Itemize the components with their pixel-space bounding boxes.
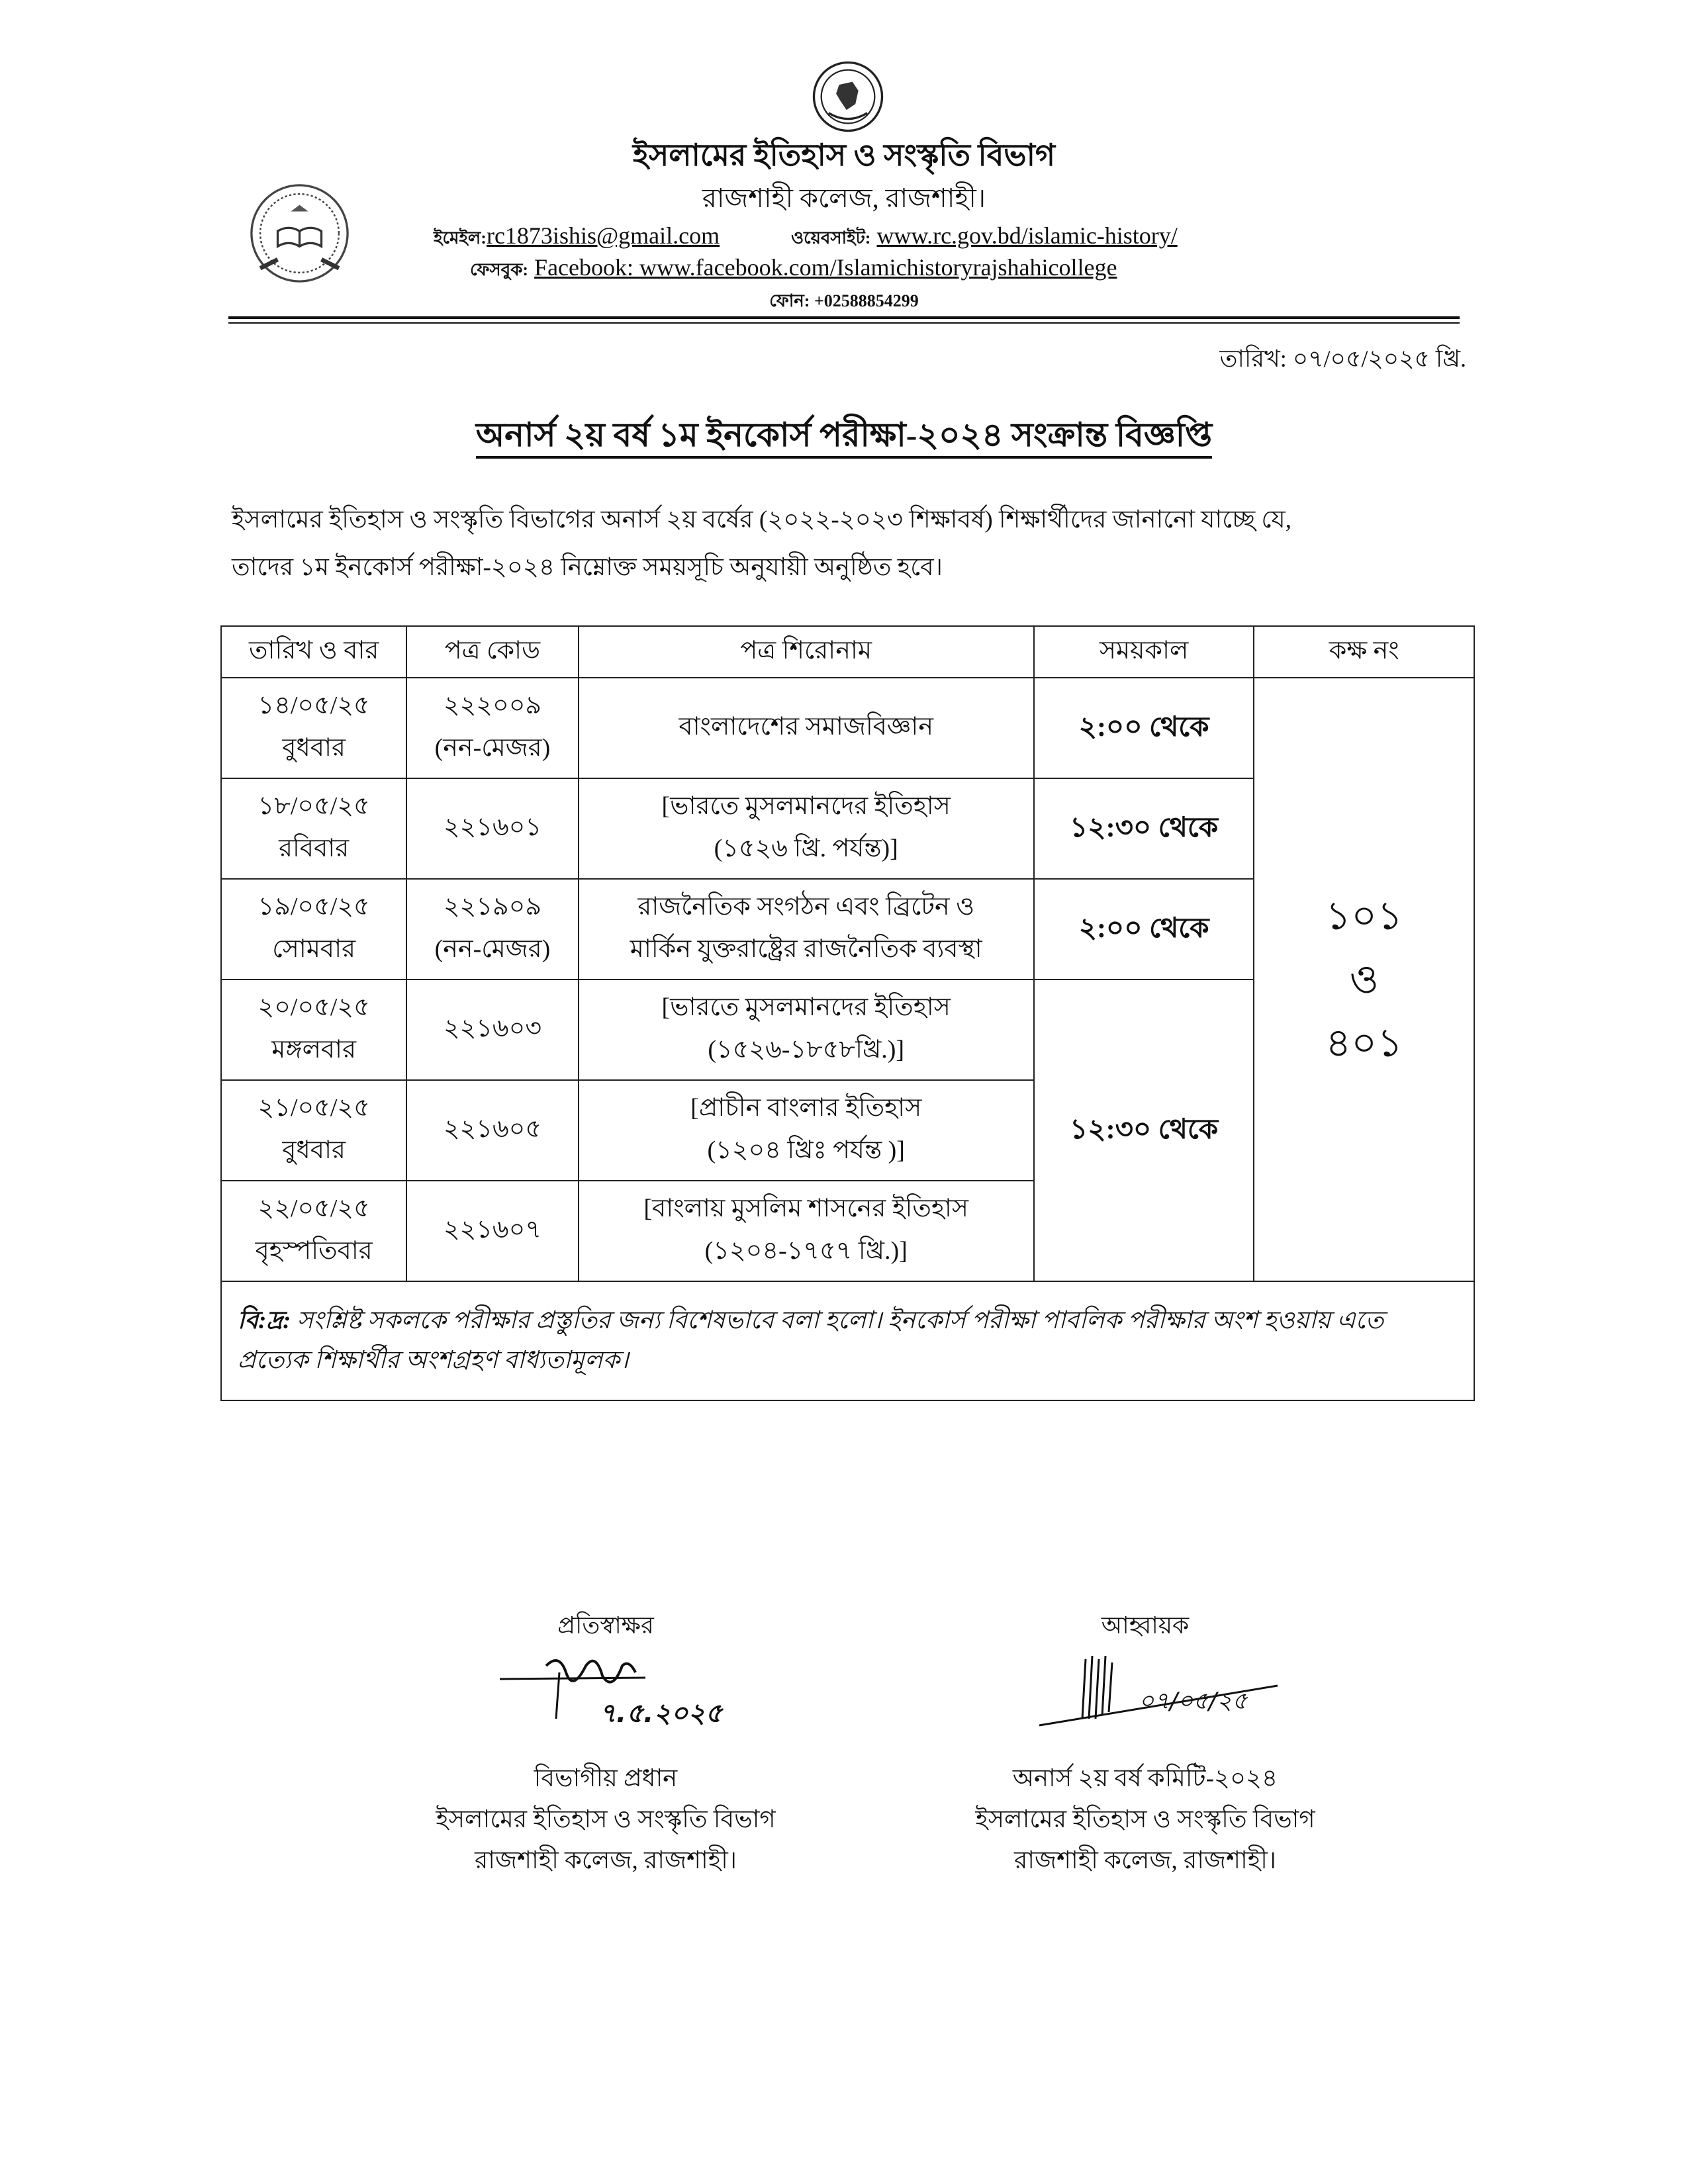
exam-date: ২০/০৫/২৫ (258, 993, 370, 1021)
signatory-college-left: রাজশাহী কলেজ, রাজশাহী। (474, 1847, 737, 1874)
notice-body (232, 496, 1470, 592)
title-cell (579, 1181, 1034, 1281)
paper-title-sub: (১২০৪ খ্রিঃ পর্যন্ত )] (707, 1136, 905, 1164)
website-link[interactable]: www.rc.gov.bd/islamic-history/ (876, 222, 1178, 249)
department-title: ইসলামের ইতিহাস ও সংস্কৃতি বিভাগ (632, 138, 1056, 172)
time-cell: ২:০০ থেকে (1034, 678, 1254, 778)
room-cell (1254, 678, 1474, 1281)
title-cell (579, 678, 1034, 778)
header-time: সময়কাল (1034, 626, 1254, 678)
exam-day: বুধবার (282, 734, 346, 762)
body-line-2: তাদের ১ম ইনকোর্স পরীক্ষা-২০২৪ নিম্নোক্ত সময়সূচি অনুযায়ী অনুষ্ঠিত হবে। (232, 554, 943, 581)
exam-day: সোমবার (272, 935, 355, 963)
code-cell (406, 879, 578, 979)
paper-title-sub: (১২০৪-১৭৫৭ খ্রি.)] (704, 1237, 908, 1265)
date-cell (221, 979, 406, 1080)
notice-title (0, 410, 1688, 465)
date-cell (221, 678, 406, 778)
note-row (221, 1281, 1474, 1400)
signatory-title-right: অনার্স ২য় বর্ষ কমিটি-২০২৪ (1012, 1765, 1278, 1792)
paper-title: [ভারতে মুসলমানদের ইতিহাস (661, 792, 951, 820)
date-cell (221, 778, 406, 879)
body-line-1: ইসলামের ইতিহাস ও সংস্কৃতি বিভাগের অনার্স ২য় বর্ষের (২০২২-২০২৩ শিক্ষাবর্ষ) শিক্ষার্থীদের জানানো যাচ্ছে যে, (232, 506, 1291, 533)
note-cell (221, 1281, 1474, 1400)
exam-day: রবিবার (279, 835, 350, 862)
handwritten-date-left: ৭.৫.২০২৫ (599, 1698, 723, 1729)
paper-code: ২২১৬০৭ (443, 1216, 542, 1244)
signatory-title-left: বিভাগীয় প্রধান (534, 1765, 678, 1792)
header-room: কক্ষ নং (1254, 626, 1474, 678)
paper-title: [বাংলায় মুসলিম শাসনের ইতিহাস (643, 1195, 969, 1222)
handwritten-date-right: ০৭/০৫/২৫ (1139, 1688, 1248, 1715)
paper-title: বাংলাদেশের সমাজবিজ্ঞান (679, 713, 933, 741)
code-cell (406, 1080, 578, 1181)
code-cell (406, 678, 578, 778)
college-name: রাজশাহী কলেজ, রাজশাহী। (702, 183, 986, 213)
notice-title-text: অনার্স ২য় বর্ষ ১ম ইনকোর্স পরীক্ষা-২০২৪ সংক্রান্ত বিজ্ঞপ্তি (476, 416, 1212, 459)
header-code: পত্র কোড (406, 626, 578, 678)
signature-block-right (920, 1605, 1370, 1882)
website-line (791, 222, 1178, 253)
exam-day: বুধবার (282, 1136, 346, 1164)
paper-title: [ভারতে মুসলমানদের ইতিহাস (661, 993, 951, 1021)
paper-title-sub: মার্কিন যুক্তরাষ্ট্রের রাজনৈতিক ব্যবস্থা (630, 935, 982, 963)
title-cell (579, 979, 1034, 1080)
exam-schedule-table (220, 625, 1475, 1401)
title-cell (579, 1080, 1034, 1181)
notice-date: তারিখ: ০৭/০৫/২০২৫ খ্রি. (1219, 345, 1466, 372)
code-cell (406, 778, 578, 879)
exam-date: ১৮/০৫/২৫ (258, 792, 370, 820)
paper-code: ২২১৬০৫ (443, 1115, 542, 1143)
exam-date: ১৪/০৫/২৫ (258, 692, 370, 719)
time-cell: ২:০০ থেকে (1034, 879, 1254, 979)
facebook-line (470, 253, 1117, 285)
facebook-label: ফেসবুক: (470, 260, 529, 279)
date-cell (221, 1080, 406, 1181)
exam-date: ২১/০৫/২৫ (258, 1094, 370, 1122)
paper-title-sub: (১৫২৬ খ্রি. পর্যন্ত)] (714, 835, 898, 862)
code-cell (406, 979, 578, 1080)
paper-code: ২২১৬০১ (443, 813, 542, 841)
note-text: সংশ্লিষ্ট সকলকে পরীক্ষার প্রস্তুতির জন্য বিশেষভাবে বলা হলো। ইনকোর্স পরীক্ষা পাবলিক পরীক্ষার অংশ হওয়ায় এতে প্রত্যেক শিক্ষার্থীর অংশগ্রহণ বাধ্যতামূলক। (238, 1307, 1384, 1374)
table-header-row (221, 626, 1474, 678)
code-cell (406, 1181, 578, 1281)
title-cell (579, 778, 1034, 879)
signatory-dept-right: ইসলামের ইতিহাস ও সংস্কৃতি বিভাগ (975, 1806, 1315, 1833)
exam-day: মঙ্গলবার (271, 1036, 356, 1064)
room-conjunction: ও (1349, 958, 1379, 1001)
date-cell (221, 879, 406, 979)
room-number-2: ৪০১ (1325, 1021, 1403, 1065)
paper-code: ২২১৯০৯ (443, 893, 542, 921)
time-cell: ১২:৩০ থেকে (1034, 778, 1254, 879)
header-divider-thin (228, 322, 1460, 324)
exam-date: ২২/০৫/২৫ (258, 1195, 370, 1222)
paper-title: [প্রাচীন বাংলার ইতিহাস (690, 1094, 922, 1122)
header-date: তারিখ ও বার (221, 626, 406, 678)
date-cell (221, 1181, 406, 1281)
signatory-dept-left: ইসলামের ইতিহাস ও সংস্কৃতি বিভাগ (436, 1806, 776, 1833)
room-number-1: ১০১ (1325, 894, 1403, 938)
paper-title-sub: (১৫২৬-১৮৫৮খ্রি.)] (708, 1036, 905, 1064)
website-label: ওয়েবসাইট: (791, 228, 871, 248)
email-line (434, 222, 720, 253)
countersign-caption: প্রতিস্বাক্ষর (557, 1612, 654, 1639)
government-emblem-icon (811, 60, 885, 134)
phone-number: ফোন: +02588854299 (769, 291, 919, 310)
header-divider (228, 316, 1460, 319)
email-label: ইমেইল: (434, 228, 487, 248)
exam-date: ১৯/০৫/২৫ (258, 893, 370, 921)
paper-title: রাজনৈতিক সংগঠন এবং ব্রিটেন ও (637, 893, 975, 921)
handwritten-signature-left-icon (487, 1646, 725, 1745)
time-cell-merged: ১২:৩০ থেকে (1034, 979, 1254, 1281)
convener-caption: আহ্বায়ক (1101, 1612, 1190, 1639)
paper-code: ২২১৬০৩ (443, 1015, 542, 1042)
paper-code: ২২২০০৯ (443, 692, 542, 719)
note-label: বি:দ্র: (238, 1307, 291, 1334)
title-cell (579, 879, 1034, 979)
code-note: (নন-মেজর) (434, 734, 551, 762)
handwritten-signature-right-icon (1000, 1646, 1291, 1745)
code-note: (নন-মেজর) (434, 935, 551, 963)
email-link[interactable]: rc1873ishis@gmail.com (486, 222, 720, 249)
table-row (221, 678, 1474, 778)
facebook-link[interactable]: Facebook: www.facebook.com/Islamichistoryrajshahicollege (534, 254, 1117, 281)
signatory-college-right: রাজশাহী কলেজ, রাজশাহী। (1013, 1847, 1277, 1874)
header-title: পত্র শিরোনাম (579, 626, 1034, 678)
exam-day: বৃহস্পতিবার (255, 1237, 373, 1265)
signature-block-left (391, 1605, 821, 1882)
